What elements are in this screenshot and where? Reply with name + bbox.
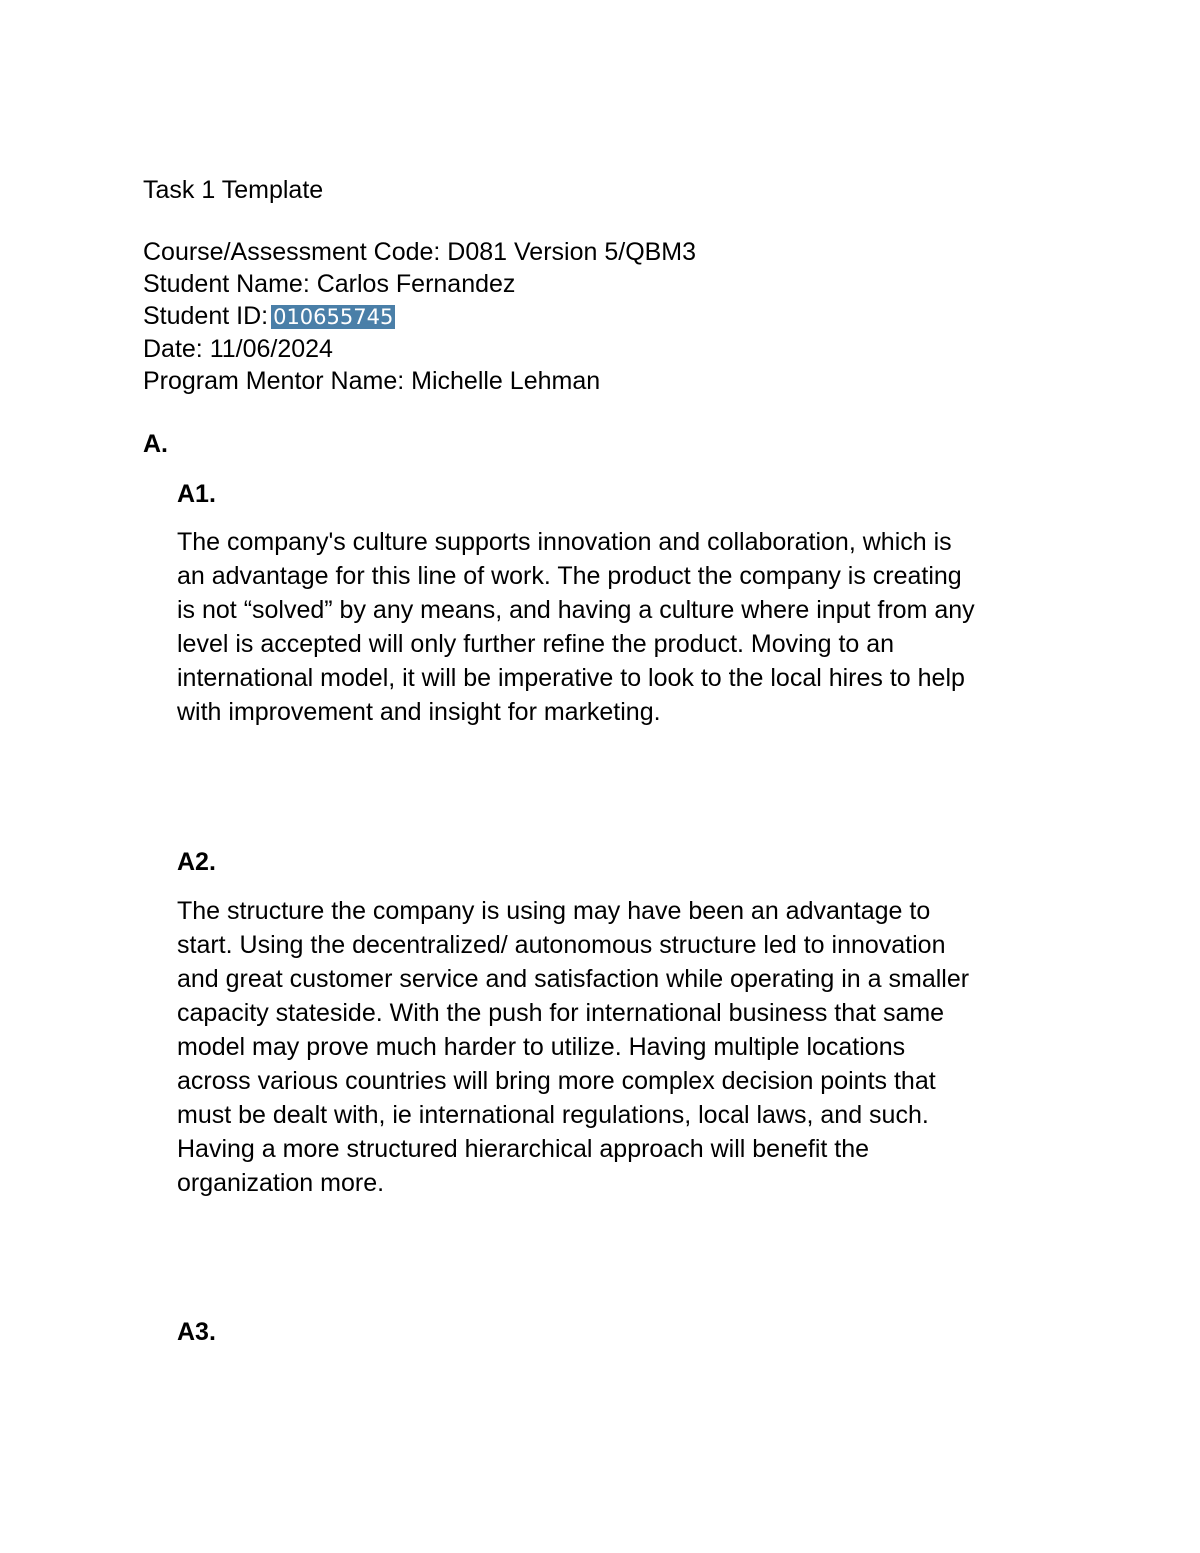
section-a2-paragraph — [177, 894, 1077, 1200]
student-id-value[interactable]: 010655745 — [273, 305, 394, 329]
paragraph-line: is not “solved” by any means, and having a culture where input from any — [177, 596, 975, 624]
page-title: Task 1 Template — [143, 176, 324, 204]
section-a1-heading: A1. — [177, 480, 216, 508]
student-id-label: Student ID: — [143, 302, 269, 330]
paragraph-line: Having a more structured hierarchical approach will benefit the — [177, 1135, 870, 1163]
section-a3-heading: A3. — [177, 1318, 216, 1346]
paragraph-line: level is accepted will only further refine the product. Moving to an — [177, 630, 895, 658]
paragraph-line: organization more. — [177, 1169, 385, 1197]
paragraph-line: international model, it will be imperative to look to the local hires to help — [177, 664, 965, 692]
section-a-heading: A. — [143, 430, 168, 458]
section-a1-paragraph — [177, 525, 1077, 729]
student-name-line: Student Name: Carlos Fernandez — [143, 270, 516, 298]
student-id-line — [143, 300, 696, 333]
paragraph-line: capacity stateside. With the push for international business that same — [177, 999, 945, 1027]
paragraph-line: an advantage for this line of work. The product the company is creating — [177, 562, 962, 590]
paragraph-line: start. Using the decentralized/ autonomous structure led to innovation — [177, 931, 946, 959]
header-info — [143, 236, 696, 397]
paragraph-line: The company's culture supports innovation and collaboration, which is — [177, 528, 952, 556]
paragraph-line: must be dealt with, ie international regulations, local laws, and such. — [177, 1101, 929, 1129]
course-code-line: Course/Assessment Code: D081 Version 5/QBM3 — [143, 238, 697, 266]
paragraph-line: across various countries will bring more complex decision points that — [177, 1067, 936, 1095]
mentor-line: Program Mentor Name: Michelle Lehman — [143, 367, 601, 395]
section-a2-heading: A2. — [177, 848, 216, 876]
paragraph-line: and great customer service and satisfaction while operating in a smaller — [177, 965, 970, 993]
date-line: Date: 11/06/2024 — [143, 335, 333, 363]
paragraph-line: The structure the company is using may have been an advantage to — [177, 897, 931, 925]
paragraph-line: model may prove much harder to utilize. Having multiple locations — [177, 1033, 906, 1061]
paragraph-line: with improvement and insight for marketing. — [177, 698, 661, 726]
